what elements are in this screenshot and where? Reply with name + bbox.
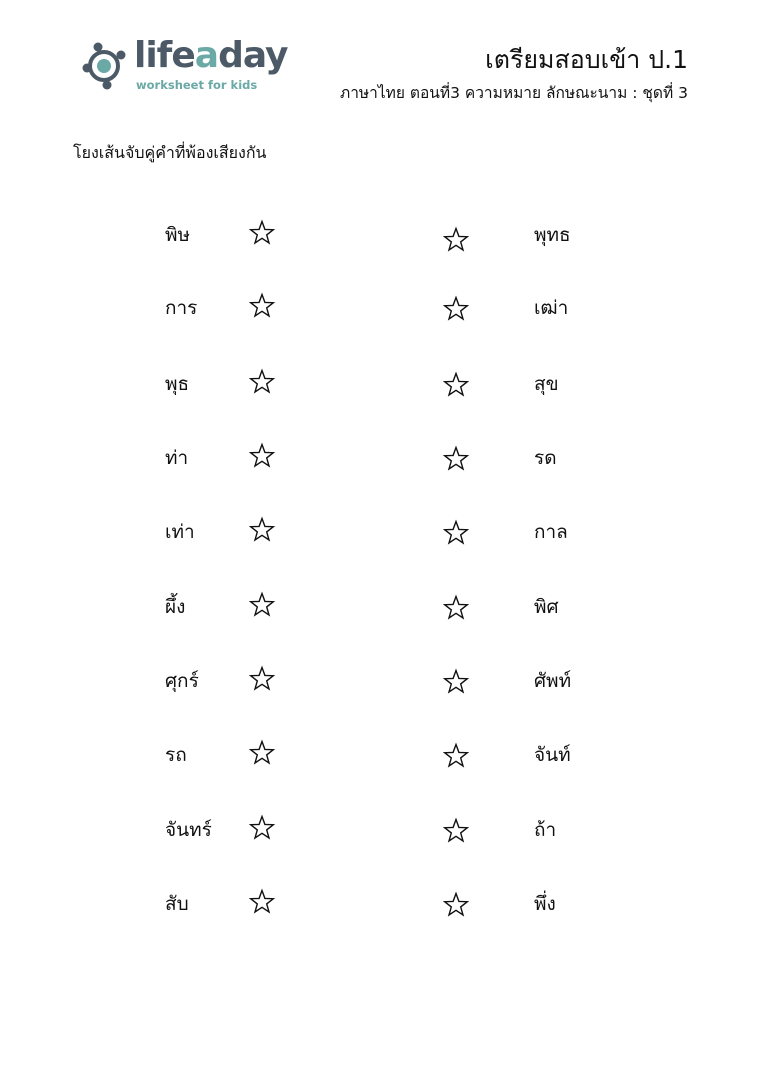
star-outline-icon[interactable] — [442, 445, 470, 473]
star-outline-icon[interactable] — [248, 219, 276, 247]
right-word: สุข — [534, 373, 559, 395]
right-word: เฒ่า — [534, 297, 569, 319]
star-outline-icon[interactable] — [248, 739, 276, 767]
pair-row — [0, 441, 763, 481]
star-outline-icon[interactable] — [248, 888, 276, 916]
star-outline-icon[interactable] — [442, 594, 470, 622]
left-word: พิษ — [165, 224, 191, 246]
star-outline-icon[interactable] — [248, 292, 276, 320]
right-word: ศัพท์ — [534, 670, 572, 692]
pair-row — [0, 291, 763, 331]
star-outline-icon[interactable] — [442, 371, 470, 399]
star-outline-icon[interactable] — [442, 295, 470, 323]
left-word: ผึ้ง — [165, 596, 186, 618]
right-word: พุทธ — [534, 224, 571, 246]
left-word: ท่า — [165, 447, 189, 469]
pair-row — [0, 738, 763, 778]
left-word: ศุกร์ — [165, 670, 199, 692]
star-outline-icon[interactable] — [248, 516, 276, 544]
page-title: เตรียมสอบเข้า ป.1 — [485, 45, 688, 74]
star-outline-icon[interactable] — [248, 442, 276, 470]
star-outline-icon[interactable] — [442, 817, 470, 845]
right-word: กาล — [534, 521, 568, 543]
logo-tagline: worksheet for kids — [136, 78, 258, 92]
left-word: พุธ — [165, 373, 190, 395]
pair-row — [0, 590, 763, 630]
left-word: จันทร์ — [165, 819, 212, 841]
left-word: เท่า — [165, 521, 195, 543]
page-subtitle: ภาษาไทย ตอนที่3 ความหมาย ลักษณะนาม : ชุดที่ 3 — [340, 84, 688, 102]
right-word: พึ่ง — [534, 893, 556, 915]
right-word: ถ้า — [534, 819, 557, 841]
pair-row — [0, 515, 763, 555]
left-word: รถ — [165, 744, 187, 766]
star-outline-icon[interactable] — [248, 591, 276, 619]
right-word: จันท์ — [534, 744, 571, 766]
pair-row — [0, 887, 763, 927]
pair-row — [0, 813, 763, 853]
logo-wordmark: lifeaday — [134, 35, 288, 76]
left-word: สับ — [165, 893, 189, 915]
star-outline-icon[interactable] — [442, 519, 470, 547]
star-outline-icon[interactable] — [442, 668, 470, 696]
star-outline-icon[interactable] — [442, 891, 470, 919]
lifeaday-logo — [82, 35, 288, 96]
pair-row — [0, 218, 763, 258]
pair-row — [0, 367, 763, 407]
pair-row — [0, 664, 763, 704]
star-outline-icon[interactable] — [442, 226, 470, 254]
instruction-text: โยงเส้นจับคู่คำที่พ้องเสียงกัน — [73, 143, 267, 162]
right-word: รด — [534, 447, 557, 469]
star-outline-icon[interactable] — [442, 742, 470, 770]
logo-mark-icon — [82, 40, 132, 90]
right-word: พิศ — [534, 596, 559, 618]
star-outline-icon[interactable] — [248, 368, 276, 396]
star-outline-icon[interactable] — [248, 814, 276, 842]
star-outline-icon[interactable] — [248, 665, 276, 693]
left-word: การ — [165, 297, 198, 319]
